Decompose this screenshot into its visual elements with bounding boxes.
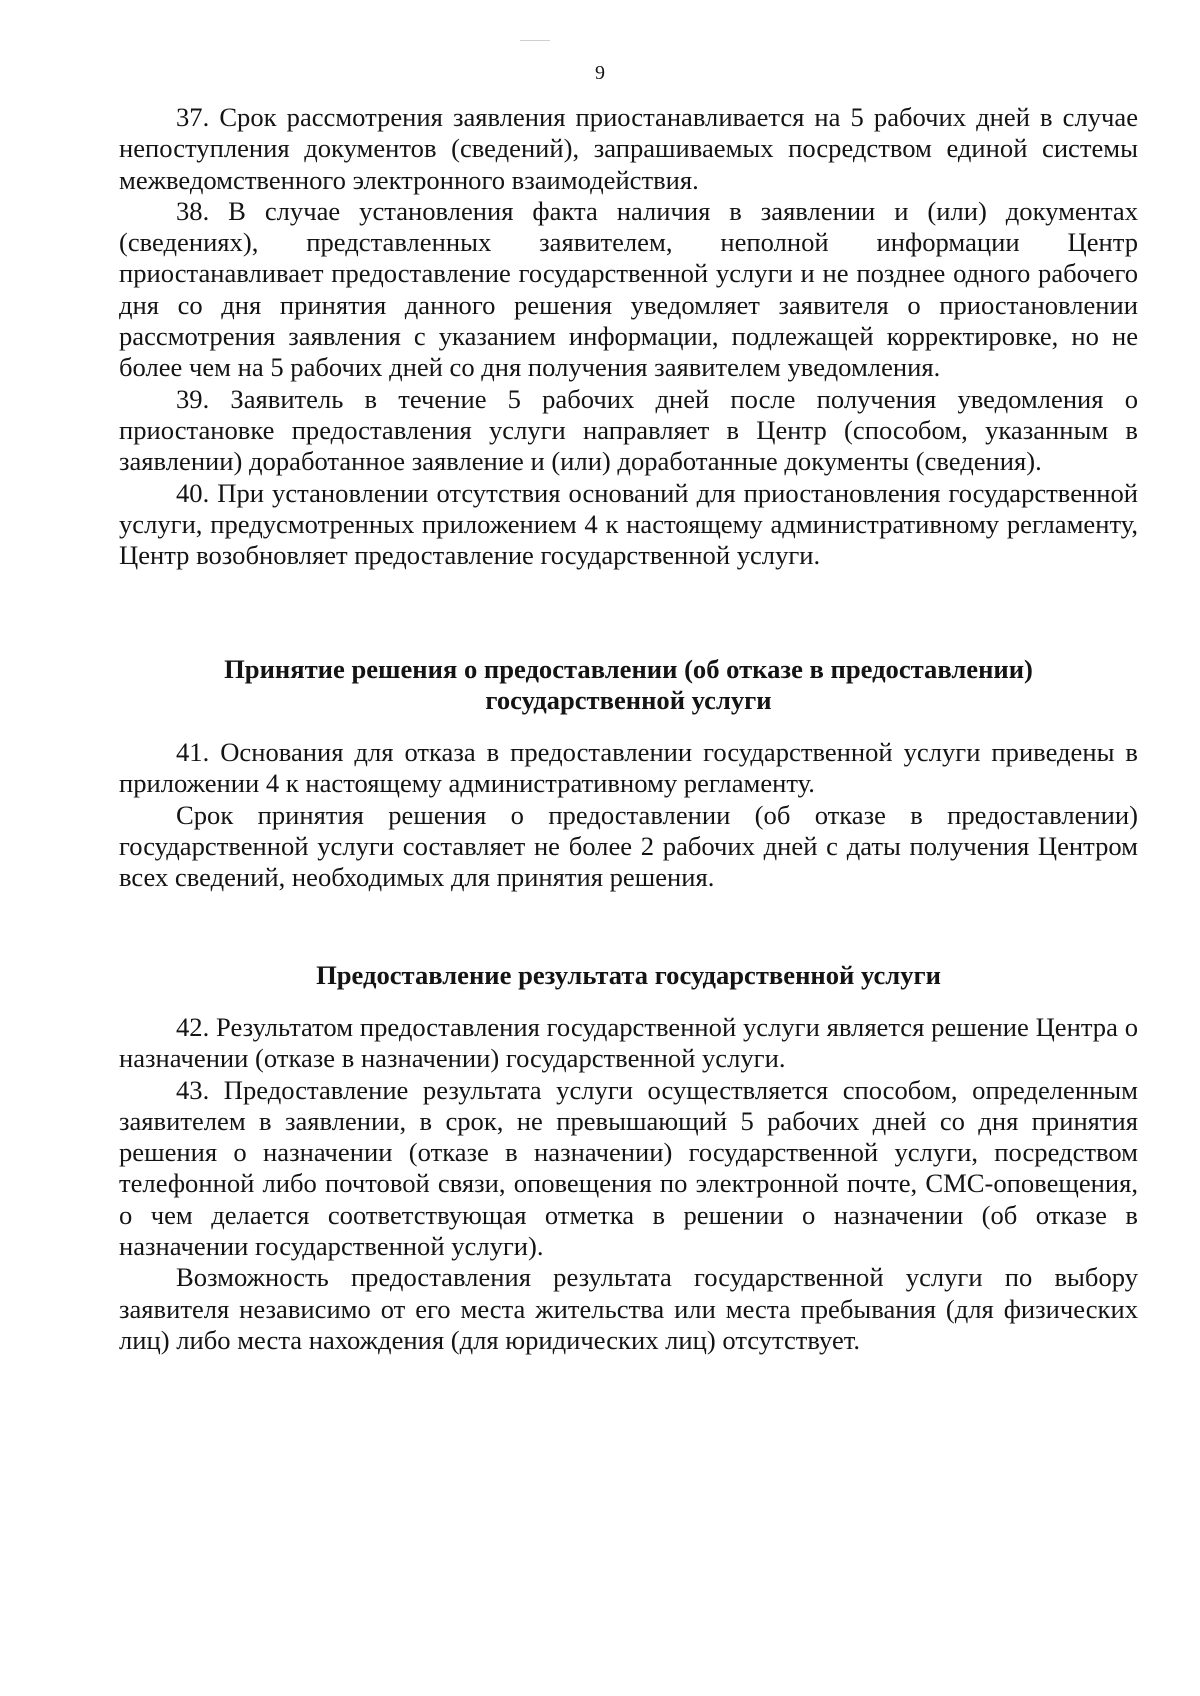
paragraph-40: 40. При установлении отсутствия оснований для приостановления государственной услуги, предусмотренных приложением 4 к настоящему административному регламенту, Центр возобновляет предоставление государственной услуги.	[119, 477, 1138, 571]
section-suspension	[119, 102, 1138, 571]
paragraph-decision-term: Срок принятия решения о предоставлении (об отказе в предоставлении) государственной услуги составляет не более 2 рабочих дней с даты получения Центром всех сведений, необходимых для принятия решения.	[119, 799, 1138, 893]
heading-line: Предоставление результата государственной услуги	[316, 960, 941, 990]
paragraph-41: 41. Основания для отказа в предоставлении государственной услуги приведены в приложении 4 к настоящему административному регламенту.	[119, 737, 1138, 799]
section-result	[119, 1012, 1138, 1356]
paragraph-result-location: Возможность предоставления результата государственной услуги по выбору заявителя независимо от его места жительства или места пребывания (для физических лиц) либо места нахождения (для юридических лиц) отсутствует.	[119, 1262, 1138, 1355]
heading-line: государственной услуги	[485, 685, 772, 716]
paragraph-37: 37. Срок рассмотрения заявления приостанавливается на 5 рабочих дней в случае непоступления документов (сведений), запрашиваемых посредством единой системы межведомственного электронного взаимодействия.	[119, 102, 1138, 195]
paragraph-38: 38. В случае установления факта наличия в заявлении и (или) документах (сведениях), представленных заявителем, неполной информации Центр приостанавливает предоставление государственной услуги и не позднее одного рабочего дня со дня принятия данного решения уведомляет заявителя о приостановлении рассмотрения заявления с указанием информации, подлежащей корректировке, но не более чем на 5 рабочих дней со дня получения заявителем уведомления.	[119, 195, 1138, 383]
section-heading-result	[119, 960, 1138, 991]
section-decision	[119, 737, 1138, 893]
section-heading-decision	[119, 654, 1138, 717]
page-number: 9	[595, 62, 605, 84]
paragraph-42: 42. Результатом предоставления государственной услуги является решение Центра о назначении (отказе в назначении) государственной услуги.	[119, 1012, 1138, 1074]
scan-artifact	[520, 40, 550, 41]
heading-line: Принятие решения о предоставлении (об отказе в предоставлении)	[224, 654, 1033, 684]
paragraph-39: 39. Заявитель в течение 5 рабочих дней после получения уведомления о приостановке предоставления услуги направляет в Центр (способом, указанным в заявлении) доработанное заявление и (или) доработанные документы (сведения).	[119, 383, 1138, 477]
paragraph-43: 43. Предоставление результата услуги осуществляется способом, определенным заявителем в заявлении, в срок, не превышающий 5 рабочих дней со дня принятия решения о назначении (отказе в назначении) государственной услуги, посредством телефонной либо почтовой связи, оповещения по электронной почте, СМС-оповещения, о чем делается соответствующая отметка в решении о назначении (об отказе в назначении государственной услуги).	[119, 1074, 1138, 1262]
